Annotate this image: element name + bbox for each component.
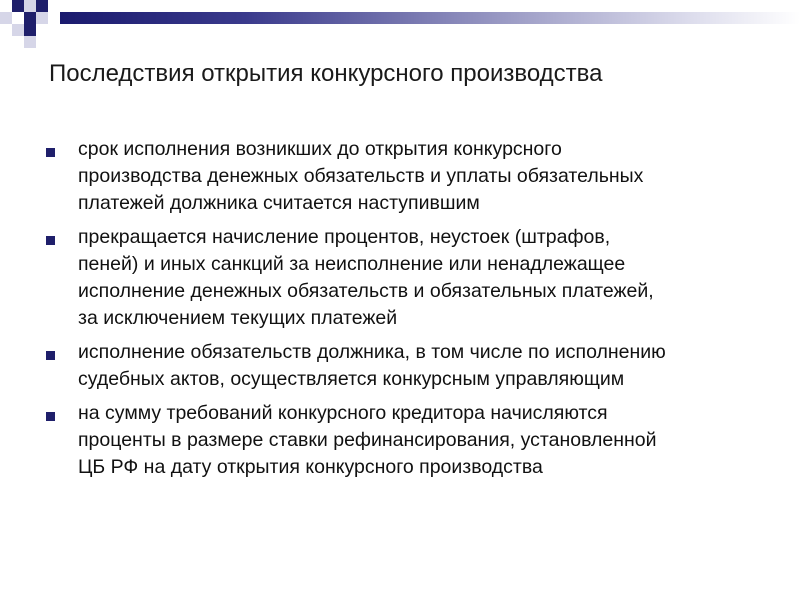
square-bullet-icon [46, 236, 55, 245]
square-bullet-icon [46, 148, 55, 157]
deco-square [12, 0, 24, 12]
bullet-line: платежей должника считается наступившим [78, 192, 480, 214]
slide-title: Последствия открытия конкурсного производства [49, 60, 603, 87]
bullet-line: исполнение денежных обязательств и обязательных платежей, [78, 280, 654, 302]
bullet-line: за исключением текущих платежей [78, 307, 398, 329]
deco-square [24, 0, 36, 12]
bullet-line: ЦБ РФ на дату открытия конкурсного производства [78, 456, 543, 478]
bullet-line: производства денежных обязательств и уплаты обязательных [78, 165, 644, 187]
bullet-list [44, 136, 764, 488]
bullet-line: на сумму требований конкурсного кредитора начисляются [78, 402, 608, 424]
bullet-item [44, 224, 764, 332]
deco-square [36, 12, 48, 24]
deco-square [36, 24, 48, 36]
header-decoration [0, 0, 800, 50]
bullet-line: судебных актов, осуществляется конкурсным управляющим [78, 368, 625, 390]
deco-square [24, 12, 36, 24]
bullet-line: прекращается начисление процентов, неустоек (штрафов, [78, 226, 611, 248]
bullet-item [44, 400, 764, 481]
bullet-line: исполнение обязательств должника, в том числе по исполнению [78, 341, 666, 363]
deco-square [24, 24, 36, 36]
square-bullet-icon [46, 412, 55, 421]
bullet-line: срок исполнения возникших до открытия конкурсного [78, 138, 562, 160]
deco-square [36, 0, 48, 12]
square-bullet-icon [46, 351, 55, 360]
header-gradient-strip [60, 12, 800, 24]
deco-square [0, 12, 12, 24]
deco-square [12, 12, 24, 24]
bullet-item [44, 339, 764, 393]
bullet-item [44, 136, 764, 217]
bullet-line: проценты в размере ставки рефинансирования, установленной [78, 429, 657, 451]
deco-square [12, 24, 24, 36]
deco-square [24, 36, 36, 48]
bullet-line: пеней) и иных санкций за неисполнение или ненадлежащее [78, 253, 626, 275]
